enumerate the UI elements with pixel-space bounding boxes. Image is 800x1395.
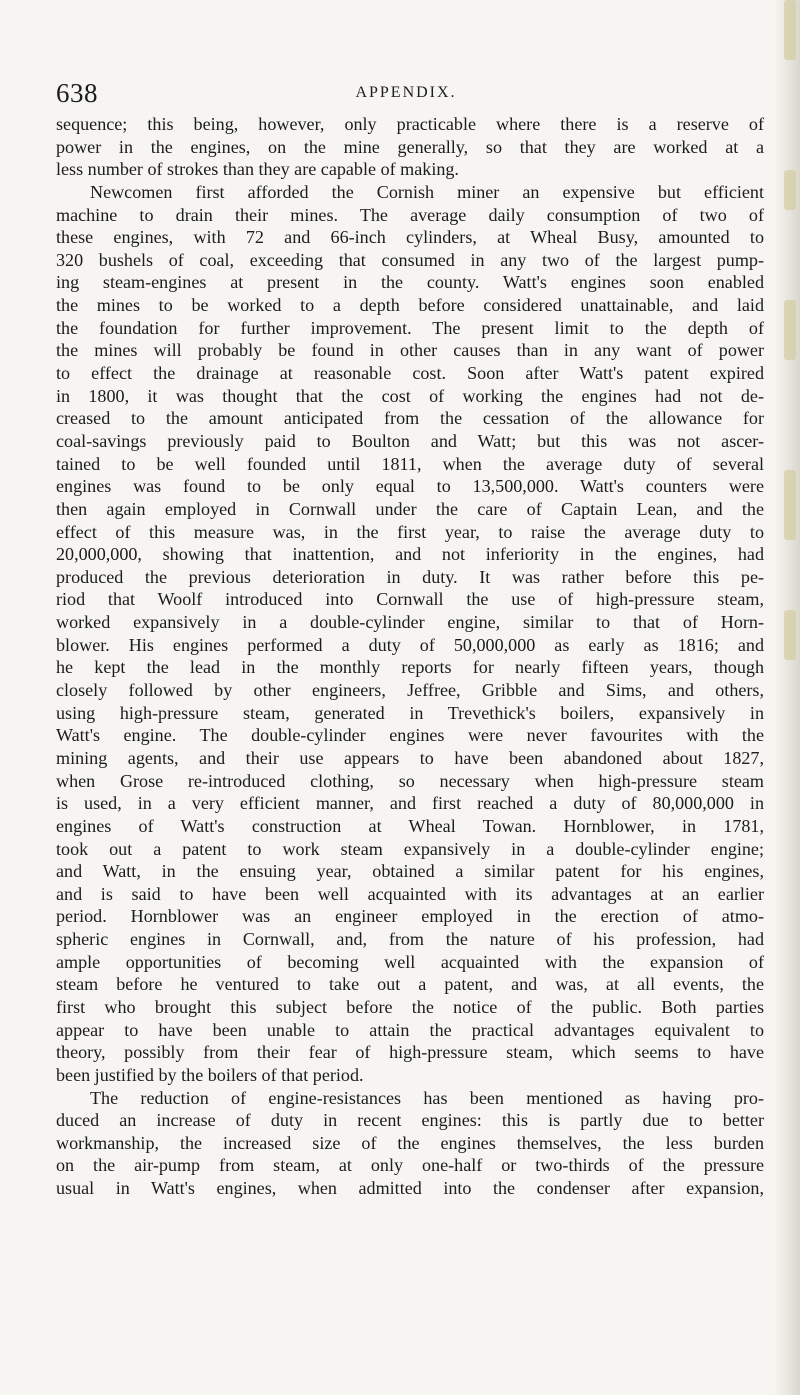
text-line: the mines to be worked to a depth before considered unattainable, and laid — [56, 295, 764, 316]
paper-stain — [784, 170, 796, 210]
text-line: to effect the drainage at reasonable cost. Soon after Watt's patent expired — [56, 363, 764, 384]
text-line: 20,000,000, showing that inattention, and not inferiority in the engines, had — [56, 544, 764, 565]
text-line: 320 bushels of coal, exceeding that consumed in any two of the largest pump- — [56, 249, 764, 270]
text-line: engines of Watt's construction at Wheal Towan. Hornblower, in 1781, — [56, 815, 764, 836]
page-edge — [774, 0, 800, 1395]
text-line: blower. His engines performed a duty of 50,000,000 as early as 1816; and — [56, 634, 764, 655]
text-line: worked expansively in a double-cylinder engine, similar to that of Horn- — [56, 612, 764, 633]
text-line: creased to the amount anticipated from the cessation of the allowance for — [56, 408, 764, 429]
text-line: less number of strokes than they are capable of making. — [56, 159, 459, 180]
text-line: is used, in a very efficient manner, and first reached a duty of 80,000,000 in — [56, 793, 764, 814]
text-line: took out a patent to work steam expansively in a double-cylinder engine; — [56, 838, 764, 859]
text-line: when Grose re-introduced clothing, so necessary when high-pressure steam — [56, 770, 764, 791]
text-line: engines was found to be only equal to 13,500,000. Watt's counters were — [56, 476, 764, 497]
text-line: and Watt, in the ensuing year, obtained a similar patent for his engines, — [56, 861, 764, 882]
text-line: he kept the lead in the monthly reports for nearly fifteen years, though — [56, 657, 764, 678]
text-line: steam before he ventured to take out a patent, and was, at all events, the — [56, 974, 764, 995]
text-line: in 1800, it was thought that the cost of working the engines had not de- — [56, 385, 764, 406]
paper-stain — [784, 0, 796, 60]
text-line: sequence; this being, however, only practicable where there is a reserve of — [56, 114, 764, 134]
text-line: duced an increase of duty in recent engines: this is partly due to better — [56, 1110, 764, 1131]
text-line: these engines, with 72 and 66-inch cylinders, at Wheal Busy, amounted to — [56, 227, 764, 248]
text-line: then again employed in Cornwall under the care of Captain Lean, and the — [56, 498, 764, 519]
text-line: effect of this measure was, in the first year, to raise the average duty to — [56, 521, 764, 542]
body-text — [56, 113, 764, 1200]
paper-stain — [784, 300, 796, 360]
text-line: period. Hornblower was an engineer employed in the erection of atmo- — [56, 906, 764, 927]
text-line: been justified by the boilers of that period. — [56, 1064, 364, 1085]
text-line: The reduction of engine-resistances has been mentioned as having pro- — [90, 1087, 764, 1108]
text-line: the mines will probably be found in other causes than in any want of power — [56, 340, 764, 361]
text-line: Newcomen first afforded the Cornish miner an expensive but efficient — [90, 181, 764, 202]
page-header — [56, 78, 756, 112]
text-line: workmanship, the increased size of the engines themselves, the less burden — [56, 1132, 764, 1153]
text-line: coal-savings previously paid to Boulton and Watt; but this was not ascer- — [56, 430, 764, 451]
paper-stain — [784, 470, 796, 540]
text-line: riod that Woolf introduced into Cornwall the use of high-pressure steam, — [56, 589, 764, 610]
text-line: spheric engines in Cornwall, and, from the nature of his profession, had — [56, 929, 764, 950]
text-line: ing steam-engines at present in the county. Watt's engines soon enabled — [56, 272, 764, 293]
text-line: machine to drain their mines. The average daily consumption of two of — [56, 204, 764, 225]
running-head: APPENDIX. — [355, 84, 457, 101]
text-line: first who brought this subject before the notice of the public. Both parties — [56, 996, 764, 1017]
text-line: and is said to have been well acquainted with its advantages at an earlier — [56, 883, 764, 904]
text-line: theory, possibly from their fear of high-pressure steam, which seems to have — [56, 1042, 764, 1063]
text-line: mining agents, and their use appears to have been abandoned about 1827, — [56, 747, 764, 768]
text-line: using high-pressure steam, generated in Trevethick's boilers, expansively in — [56, 702, 764, 723]
page-number: 638 — [56, 78, 98, 108]
text-line: power in the engines, on the mine generally, so that they are worked at a — [56, 136, 764, 157]
text-line: on the air-pump from steam, at only one-half or two-thirds of the pressure — [56, 1155, 764, 1176]
text-line: produced the previous deterioration in duty. It was rather before this pe- — [56, 566, 764, 587]
text-line: usual in Watt's engines, when admitted into the condenser after expansion, — [56, 1178, 764, 1199]
paper-stain — [784, 610, 796, 660]
text-line: ample opportunities of becoming well acquainted with the expansion of — [56, 951, 764, 972]
text-line: the foundation for further improvement. The present limit to the depth of — [56, 317, 764, 338]
text-line: closely followed by other engineers, Jeffree, Gribble and Sims, and others, — [56, 680, 764, 701]
text-line: appear to have been unable to attain the practical advantages equivalent to — [56, 1019, 764, 1040]
text-line: tained to be well founded until 1811, when the average duty of several — [56, 453, 764, 474]
text-line: Watt's engine. The double-cylinder engines were never favourites with the — [56, 725, 764, 746]
